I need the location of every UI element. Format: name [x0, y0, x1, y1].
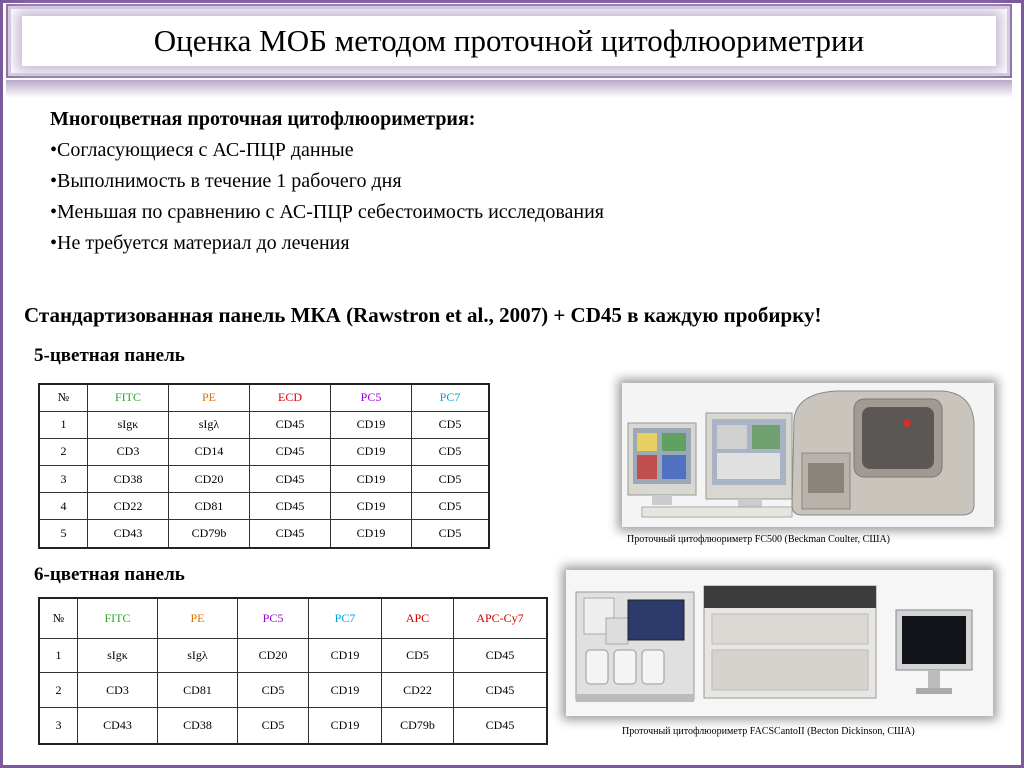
facscanto-caption: Проточный цитофлюориметр FACSCantoII (Becton Dickinson, США) [622, 726, 915, 737]
table-cell: 1 [39, 411, 88, 438]
table-cell: CD3 [78, 673, 158, 708]
table-cell: CD19 [309, 673, 382, 708]
table-cell: CD43 [78, 708, 158, 744]
table-cell: sIgλ [158, 638, 238, 673]
table-cell: CD19 [331, 493, 412, 520]
page-title: Оценка МОБ методом проточной цитофлюориметрии [153, 23, 865, 58]
header-cell: PE [158, 598, 238, 638]
table-row [39, 438, 489, 465]
table-row [39, 638, 547, 673]
header-cell: FITC [78, 598, 158, 638]
table-cell: 3 [39, 708, 78, 744]
table-cell: CD19 [309, 638, 382, 673]
fc500-photo [622, 383, 994, 527]
table-cell: CD43 [88, 520, 169, 548]
table-row [39, 493, 489, 520]
table-cell: CD19 [331, 438, 412, 465]
table-cell: CD45 [250, 465, 331, 492]
table-cell: CD45 [250, 493, 331, 520]
table-cell: CD45 [454, 673, 548, 708]
table-cell: CD45 [454, 638, 548, 673]
table-cell: CD45 [250, 438, 331, 465]
panel6-label: 6-цветная панель [34, 564, 185, 585]
table-header-row [39, 384, 489, 411]
table-cell: CD81 [158, 673, 238, 708]
table-cell: CD5 [238, 673, 309, 708]
header-cell: PE [169, 384, 250, 411]
table-cell: CD45 [454, 708, 548, 744]
table-cell: CD5 [412, 465, 490, 492]
table-cell: 3 [39, 465, 88, 492]
bullet-item: •Не требуется материал до лечения [50, 232, 350, 254]
table-cell: CD5 [382, 638, 454, 673]
table-cell: CD79b [382, 708, 454, 744]
table-cell: sIgκ [78, 638, 158, 673]
table-cell: CD19 [331, 465, 412, 492]
panel5-label: 5-цветная панель [34, 345, 185, 366]
panel5-table [38, 383, 490, 549]
table-cell: CD38 [88, 465, 169, 492]
header-cell: APC [382, 598, 454, 638]
table-header-row [39, 598, 547, 638]
table-cell: CD38 [158, 708, 238, 744]
table-cell: sIgκ [88, 411, 169, 438]
header-cell: PC5 [238, 598, 309, 638]
table-cell: CD14 [169, 438, 250, 465]
table-cell: CD20 [169, 465, 250, 492]
header-cell: № [39, 384, 88, 411]
table-cell: CD5 [412, 438, 490, 465]
table-cell: CD22 [88, 493, 169, 520]
table-cell: 1 [39, 638, 78, 673]
table-cell: CD79b [169, 520, 250, 548]
intro-block [50, 104, 604, 259]
panel6-table [38, 597, 548, 745]
intro-heading: Многоцветная проточная цитофлюориметрия: [50, 108, 476, 130]
table-cell: 2 [39, 438, 88, 465]
table-cell: CD5 [238, 708, 309, 744]
table-cell: CD19 [331, 520, 412, 548]
table-cell: CD45 [250, 520, 331, 548]
table-cell: CD81 [169, 493, 250, 520]
facscanto-illustration [566, 570, 993, 716]
fc500-caption: Проточный цитофлюориметр FC500 (Beckman Coulter, США) [627, 534, 890, 545]
table-cell: 5 [39, 520, 88, 548]
header-cell: PC7 [309, 598, 382, 638]
bullet-item: •Меньшая по сравнению с АС-ПЦР себестоимость исследования [50, 201, 604, 223]
table-cell: CD5 [412, 520, 490, 548]
header-cell: № [39, 598, 78, 638]
fc500-illustration [622, 383, 994, 527]
bullet-item: •Согласующиеся с АС-ПЦР данные [50, 139, 354, 161]
table-row [39, 465, 489, 492]
table-cell: CD45 [250, 411, 331, 438]
table-cell: CD5 [412, 411, 490, 438]
table-row [39, 673, 547, 708]
table-cell: sIgλ [169, 411, 250, 438]
table-row [39, 708, 547, 744]
header-cell: FITC [88, 384, 169, 411]
table-cell: CD19 [309, 708, 382, 744]
header-cell: PC7 [412, 384, 490, 411]
table-cell: CD22 [382, 673, 454, 708]
table-row [39, 520, 489, 548]
table-cell: 4 [39, 493, 88, 520]
table-cell: CD19 [331, 411, 412, 438]
standard-panel-text: Стандартизованная панель МКА (Rawstron et al., 2007) + CD45 в каждую пробирку! [24, 303, 822, 327]
bullet-item: •Выполнимость в течение 1 рабочего дня [50, 170, 402, 192]
title-bar [6, 4, 1012, 78]
table-cell: CD20 [238, 638, 309, 673]
facscanto-photo [566, 570, 993, 716]
table-cell: CD5 [412, 493, 490, 520]
table-cell: 2 [39, 673, 78, 708]
header-cell: APC-Cy7 [454, 598, 548, 638]
table-cell: CD3 [88, 438, 169, 465]
title-box [22, 16, 996, 66]
title-shadow [6, 80, 1012, 98]
header-cell: PC5 [331, 384, 412, 411]
table-row [39, 411, 489, 438]
header-cell: ECD [250, 384, 331, 411]
